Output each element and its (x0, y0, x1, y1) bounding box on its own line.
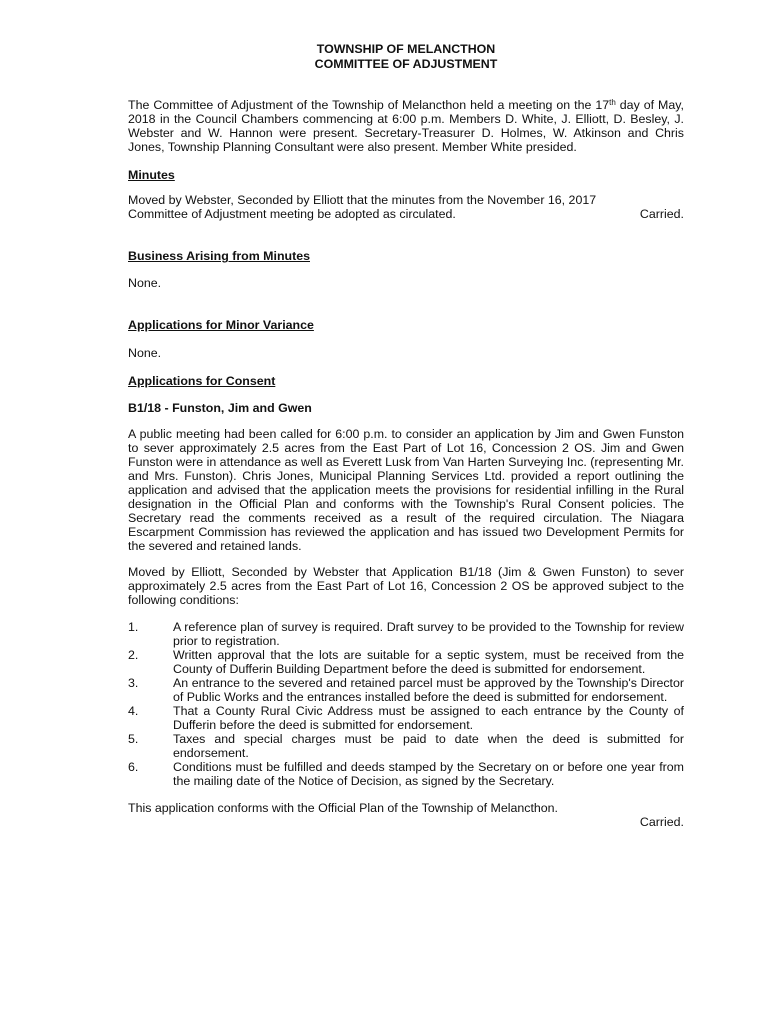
public-meeting-paragraph: A public meeting had been called for 6:00 p.m. to consider an application by Jim and Gwen Funston to sever approximately 2.5 acres from the East Part of Lot 16, Concession 2 OS. Jim and Gwen Funston were in attendance as well as Everett Lusk from Van Harten Surveying Inc. (representing Mr. and Mrs. Funston). Chris Jones, Municipal Planning Services Ltd. provided a report outlining the application and advised that the application meets the provisions for residential infilling in the Rural designation in the Official Plan and conforms with the Township's Rural Consent policies. The Secretary read the comments received as a result of the required circulation. The Niagara Escarpment Commission has reviewed the application and has issued two Development Permits for the severed and retained lands. (128, 427, 684, 553)
minutes-motion-line-2 (128, 207, 684, 221)
condition-item: 5. Taxes and special charges must be paid to date when the deed is submitted for endorsement. (128, 732, 684, 760)
minor-variance-text: None. (128, 346, 162, 360)
intro-text-part2: day of May, 2018 in the Council Chambers commencing at 6:00 p.m. Members D. White, J. Elliott, D. Besley, J. Webster and W. Hannon were present. Secretary-Treasurer D. Holmes, W. Atkinson and Chris Jones, Township Planning Consultant were also present. Member White presided. (128, 98, 684, 154)
minutes-motion-line-1: Moved by Webster, Seconded by Elliott that the minutes from the November 16, 2017 (128, 193, 597, 207)
consent-heading: Applications for Consent (128, 374, 276, 388)
minor-variance-heading: Applications for Minor Variance (128, 318, 314, 332)
intro-superscript: th (609, 98, 616, 107)
consent-motion-paragraph: Moved by Elliott, Seconded by Webster that Application B1/18 (Jim & Gwen Funston) to sever approximately 2.5 acres from the East Part of Lot 16, Concession 2 OS be approved subject to the following conditions: (128, 565, 684, 607)
minutes-heading: Minutes (128, 168, 175, 182)
condition-item: 4. That a County Rural Civic Address must be assigned to each entrance by the County of Dufferin before the deed is submitted for endorsement. (128, 704, 684, 732)
conditions-list (128, 620, 684, 788)
consent-carried: Carried. (639, 815, 684, 829)
conformity-statement: This application conforms with the Official Plan of the Township of Melancthon. (128, 801, 558, 815)
business-arising-text: None. (128, 276, 162, 290)
condition-item: 2. Written approval that the lots are suitable for a septic system, must be received from the County of Dufferin Building Department before the deed is submitted for endorsement. (128, 648, 684, 676)
minutes-carried: Carried. (639, 207, 684, 221)
application-subheading: B1/18 - Funston, Jim and Gwen (128, 401, 312, 415)
intro-paragraph (128, 98, 684, 154)
document-title-line-1: TOWNSHIP OF MELANCTHON (316, 42, 496, 56)
condition-item: 6. Conditions must be fulfilled and deeds stamped by the Secretary on or before one year from the mailing date of the Notice of Decision, as signed by the Secretary. (128, 760, 684, 788)
minutes-motion-text: Committee of Adjustment meeting be adopted as circulated. (128, 207, 456, 221)
business-arising-heading: Business Arising from Minutes (128, 249, 310, 263)
condition-item: 1. A reference plan of survey is required. Draft survey to be provided to the Township for review prior to registration. (128, 620, 684, 648)
document-title-line-2: COMMITTEE OF ADJUSTMENT (314, 57, 498, 71)
condition-item: 3. An entrance to the severed and retained parcel must be approved by the Township's Director of Public Works and the entrances installed before the deed is submitted for endorsement. (128, 676, 684, 704)
document-page (128, 42, 684, 829)
intro-text-part1: The Committee of Adjustment of the Township of Melancthon held a meeting on the 17 (128, 98, 610, 112)
